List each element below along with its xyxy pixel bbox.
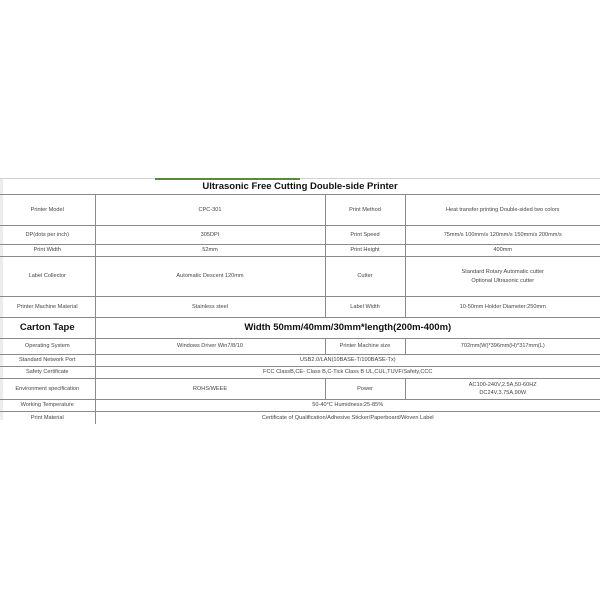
value-cell: 305DPI	[95, 226, 325, 245]
label-cell: Environment specification	[0, 379, 95, 400]
label-cell: Printer Machine Material	[0, 297, 95, 318]
table-row	[0, 412, 600, 424]
table-row	[0, 297, 600, 318]
label-cell: Standard Network Port	[0, 355, 95, 367]
value-cell: Certificate of Qualification/Adhesive Sticker/Paperboard/Woven Label	[95, 412, 600, 424]
table-row	[0, 226, 600, 245]
label-cell: Print Speed	[325, 226, 405, 245]
label-cell: Power	[325, 379, 405, 400]
value-line: AC100-240V,2.5A,50-60HZ	[468, 381, 537, 388]
carton-tape-row	[0, 318, 600, 339]
value-cell: Automatic Descent 120mm	[95, 257, 325, 297]
value-cell	[405, 379, 600, 400]
table-title: Ultrasonic Free Cutting Double-side Printer	[0, 179, 600, 195]
value-cell: 52mm	[95, 245, 325, 257]
spec-table	[0, 178, 600, 424]
label-cell: Print Method	[325, 195, 405, 226]
value-cell	[405, 257, 600, 297]
value-cell: Stainless steel	[95, 297, 325, 318]
label-cell: Label Width	[325, 297, 405, 318]
table-row	[0, 379, 600, 400]
value-cell: FCC ClassB,CE- Class B,C-Tick Class B UL,CUL,TUVF/Safety,CCC	[95, 367, 600, 379]
label-cell: Print Height	[325, 245, 405, 257]
value-line: DC24V,3.75A,90W	[479, 390, 527, 396]
table-row	[0, 367, 600, 379]
table-row	[0, 257, 600, 297]
value-cell: 10-50mm Holder Diameter:250mm	[405, 297, 600, 318]
spec-sheet	[0, 178, 600, 424]
value-cell: 400mm	[405, 245, 600, 257]
label-cell: Label Collector	[0, 257, 95, 297]
value-cell: Heat transfer printing Double-sided two colors	[405, 195, 600, 226]
value-cell: Windows Driver Win7/8/10	[95, 339, 325, 355]
label-cell: Printer Machine size	[325, 339, 405, 355]
table-row	[0, 400, 600, 412]
label-cell: Operating System	[0, 339, 95, 355]
value-cell: USB2.0/LAN(10BASE-T/100BASE-Tx)	[95, 355, 600, 367]
carton-tape-value: Width 50mm/40mm/30mm*length(200m-400m)	[95, 318, 600, 339]
value-cell: 702mm(W)*396mm(H)*317mm(L)	[405, 339, 600, 355]
title-row	[0, 179, 600, 195]
value-cell: ROHS/WEEE	[95, 379, 325, 400]
label-cell: Cutter	[325, 257, 405, 297]
value-line: Optional Ultrasonic cutter	[471, 277, 535, 284]
selection-border	[155, 178, 300, 180]
label-cell: Working Temperature	[0, 400, 95, 412]
carton-tape-label: Carton Tape	[0, 318, 95, 339]
label-cell: Printer Model	[0, 195, 95, 226]
table-row	[0, 355, 600, 367]
label-cell: Print Material	[0, 412, 95, 424]
value-cell: 75mm/s 100mm/s 120mm/s 150mm/s 200mm/s	[405, 226, 600, 245]
value-cell: 50-40°C Humidness:25-85%	[95, 400, 600, 412]
table-row	[0, 195, 600, 226]
table-row	[0, 339, 600, 355]
label-cell: Print Width	[0, 245, 95, 257]
label-cell: Safety Certificate	[0, 367, 95, 379]
value-line: Standard Rotary Automatic cutter	[461, 269, 544, 276]
value-cell: CPC-301	[95, 195, 325, 226]
table-row	[0, 245, 600, 257]
label-cell: DP(dots per inch)	[0, 226, 95, 245]
